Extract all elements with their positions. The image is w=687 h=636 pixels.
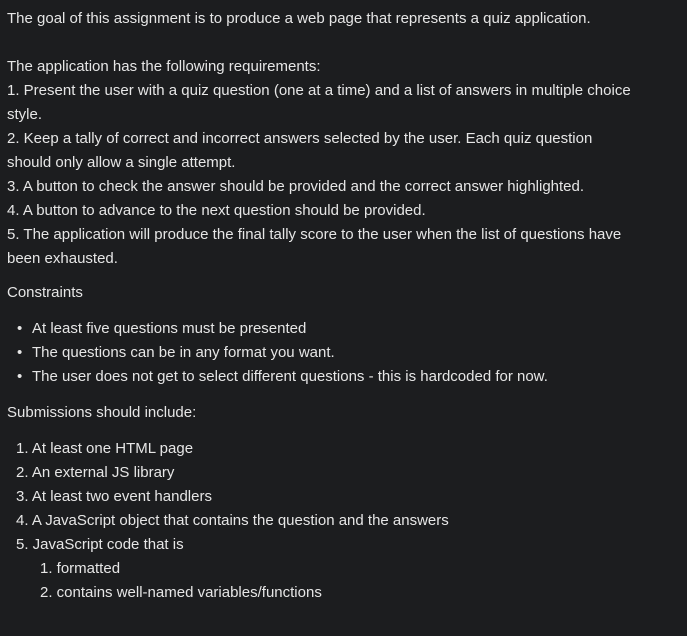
requirement-item: 5. The application will produce the final tally score to the user when the list of questions have been exhausted. (7, 226, 622, 267)
constraints-list (7, 317, 687, 389)
constraint-text: The questions can be in any format you want. (32, 344, 335, 361)
requirements-section (7, 55, 632, 271)
requirements-heading: The application has the following requirements: (7, 58, 321, 75)
submissions-list (7, 437, 687, 605)
constraint-text: The user does not get to select different questions - this is hardcoded for now. (32, 368, 548, 385)
constraint-item (17, 365, 687, 389)
submission-sublist (16, 557, 687, 605)
intro-text: The goal of this assignment is to produce a web page that represents a quiz application. (7, 10, 591, 27)
submission-item: 1. At least one HTML page (16, 440, 194, 457)
submission-subitem: 1. formatted (40, 560, 121, 577)
bullet-icon: • (17, 344, 23, 361)
constraint-text: At least five questions must be presented (32, 320, 307, 337)
submission-item: 4. A JavaScript object that contains the question and the answers (16, 512, 449, 529)
requirement-item: 4. A button to advance to the next question should be provided. (7, 202, 426, 219)
submission-item: 3. At least two event handlers (16, 488, 212, 505)
constraint-item (17, 341, 687, 365)
requirement-item: 3. A button to check the answer should be provided and the correct answer highlighted. (7, 178, 585, 195)
bullet-icon: • (17, 368, 23, 385)
submissions-heading: Submissions should include: (7, 404, 197, 421)
submission-item (16, 533, 687, 605)
submission-item: 2. An external JS library (16, 464, 175, 481)
constraints-heading: Constraints (7, 284, 83, 301)
submission-subitem: 2. contains well-named variables/functions (40, 584, 322, 601)
submission-item-text: 5. JavaScript code that is (16, 536, 184, 553)
constraint-item (17, 317, 687, 341)
requirement-item: 2. Keep a tally of correct and incorrect answers selected by the user. Each quiz question should only allow a single attempt. (7, 130, 593, 171)
bullet-icon: • (17, 320, 23, 337)
requirement-item: 1. Present the user with a quiz question (one at a time) and a list of answers in multiple choice style. (7, 82, 631, 123)
